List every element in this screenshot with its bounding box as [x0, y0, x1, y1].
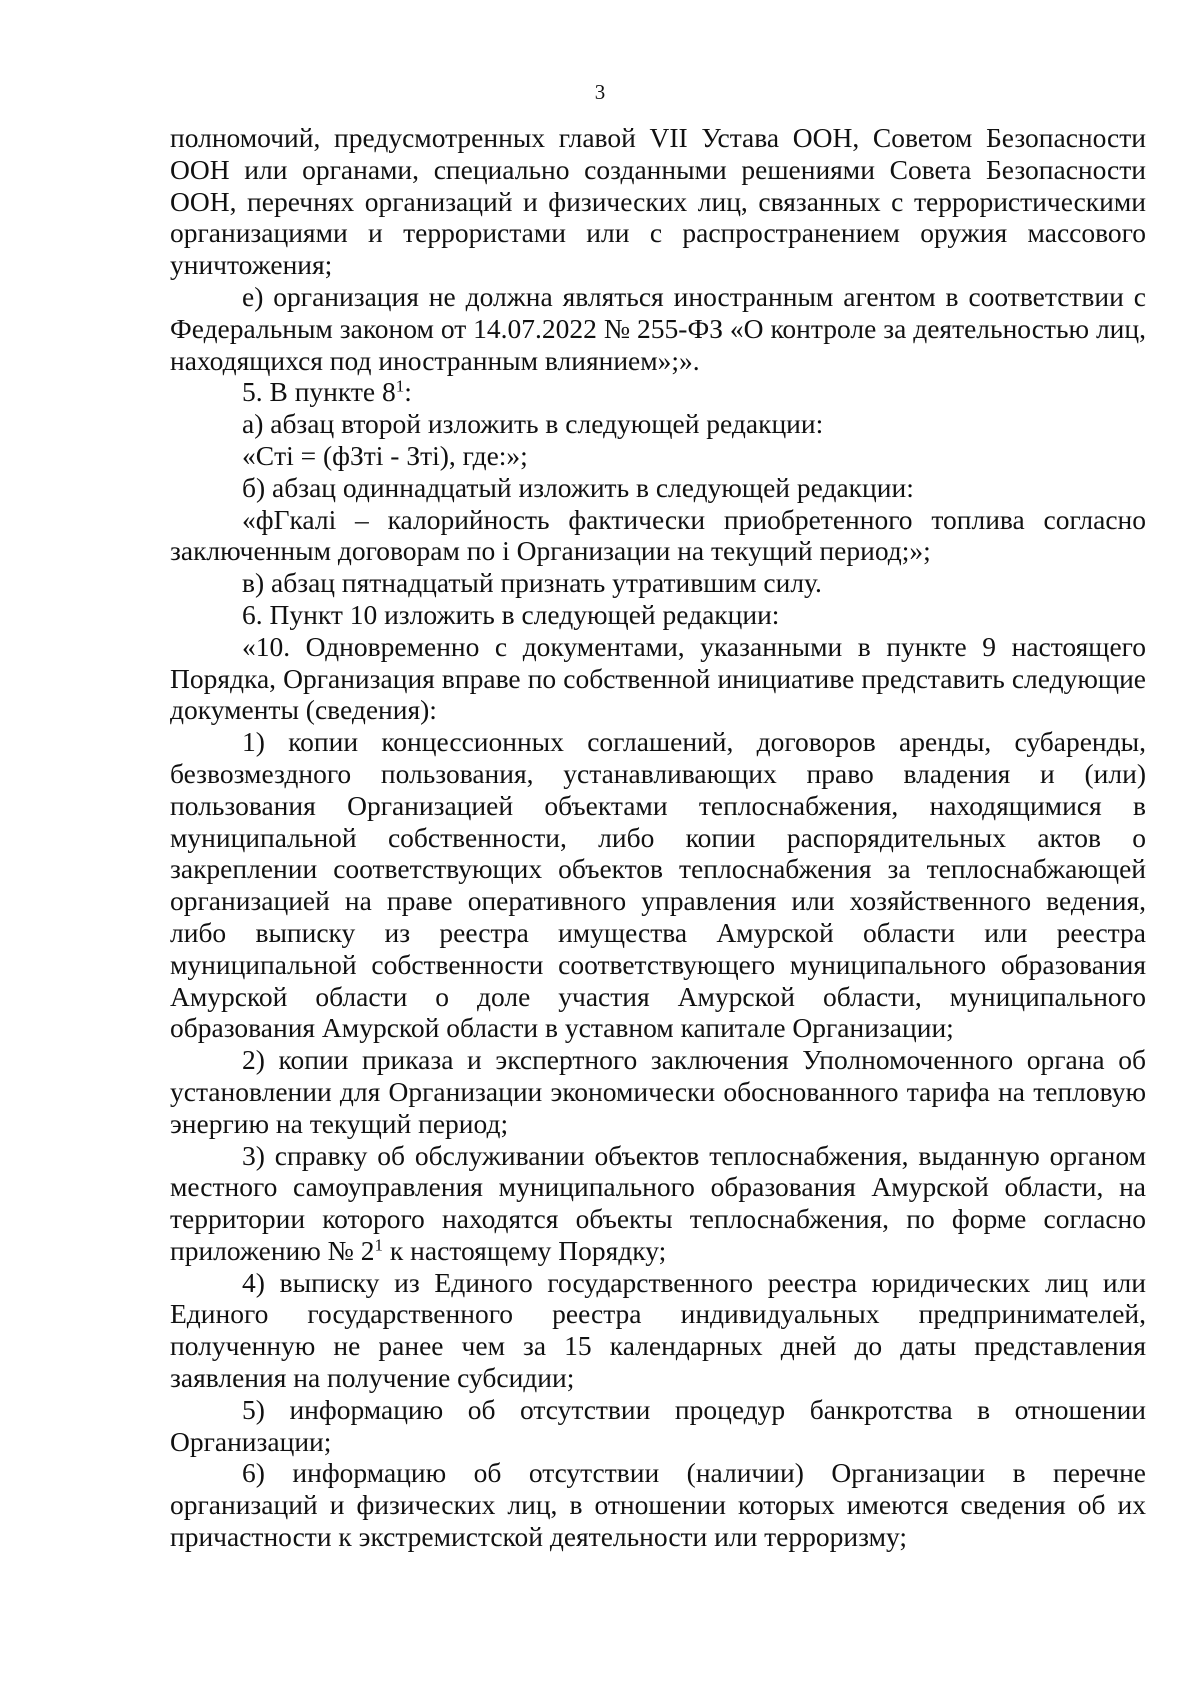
subitem-3-superscript: 1 — [374, 1235, 384, 1255]
paragraph-un-lists: полномочий, предусмотренных главой VII Устава ООН, Советом Безопасности ООН или органами, специально созданными решениями Совета Безопасности ООН, перечнях организаций и физических лиц, связанных с террористическими организациями и террористами или с распространением оружия массового уничтожения; — [170, 122, 1146, 281]
subitem-3-tail: к настоящему Порядку; — [383, 1234, 667, 1266]
page-number: 3 — [594, 80, 606, 104]
item-5-tail: : — [404, 376, 412, 408]
paragraph-subitem-3 — [170, 1140, 1146, 1267]
paragraph-subitem-1: 1) копии концессионных соглашений, договоров аренды, субаренды, безвозмездного пользования, устанавливающих право владения и (или) пользования Организацией объектами теплоснабжения, находящимися в муниципальной собственности, либо копии распорядительных актов о закреплении соответствующих объектов теплоснабжения за теплоснабжающей организацией на праве оперативного управления или хозяйственного ведения, либо выписку из реестра имущества Амурской области или реестра муниципальной собственности соответствующего муниципального образования Амурской области о доле участия Амурской области, муниципального образования Амурской области в уставном капитале Организации; — [170, 726, 1146, 1044]
paragraph-item-10-intro: «10. Одновременно с документами, указанными в пункте 9 настоящего Порядка, Организация вправе по собственной инициативе представить следующие документы (сведения): — [170, 630, 1146, 726]
document-body — [170, 122, 1146, 1553]
paragraph-item-5a: а) абзац второй изложить в следующей редакции: — [242, 408, 824, 440]
paragraph-item-5 — [170, 376, 1146, 408]
paragraph-item-e-foreign-agent: е) организация не должна являться иностранным агентом в соответствии с Федеральным законом от 14.07.2022 № 255-ФЗ «О контроле за деятельностью лиц, находящихся под иностранным влиянием»;». — [170, 280, 1146, 376]
paragraph-item-5v: в) абзац пятнадцатый признать утратившим силу. — [242, 567, 822, 599]
paragraph-subitem-5: 5) информацию об отсутствии процедур банкротства в отношении Организации; — [170, 1393, 1146, 1457]
paragraph-formula: «Cтi = (фЗтi - Зтi), где:»; — [242, 439, 528, 471]
paragraph-item-6: 6. Пункт 10 изложить в следующей редакции: — [242, 598, 780, 630]
paragraph-subitem-2: 2) копии приказа и экспертного заключения Уполномоченного органа об установлении для Организации экономически обоснованного тарифа на тепловую энергию на текущий период; — [170, 1044, 1146, 1139]
subitem-3-text: 3) справку об обслуживании объектов теплоснабжения, выданную органом местного самоуправления муниципального образования Амурской области, на территории которого находятся объекты теплоснабжения, по форме согласно приложению № 2 — [170, 1139, 1146, 1266]
item-5-superscript: 1 — [395, 377, 405, 396]
paragraph-item-5b: б) абзац одиннадцатый изложить в следующей редакции: — [242, 471, 914, 503]
paragraph-subitem-6: 6) информацию об отсутствии (наличии) Организации в перечне организаций и физических лиц, в отношении которых имеются сведения об их причастности к экстремистской деятельности или терроризму; — [170, 1457, 1146, 1553]
item-5-text: 5. В пункте 8 — [242, 376, 396, 408]
paragraph-subitem-4: 4) выписку из Единого государственного реестра юридических лиц или Единого государственного реестра индивидуальных предпринимателей, полученную не ранее чем за 15 календарных дней до даты представления заявления на получение субсидии; — [170, 1266, 1146, 1394]
paragraph-fuel-calorific-definition: «фГкалi – калорийность фактически приобретенного топлива согласно заключенным договорам по i Организации на текущий период;»; — [170, 503, 1146, 567]
